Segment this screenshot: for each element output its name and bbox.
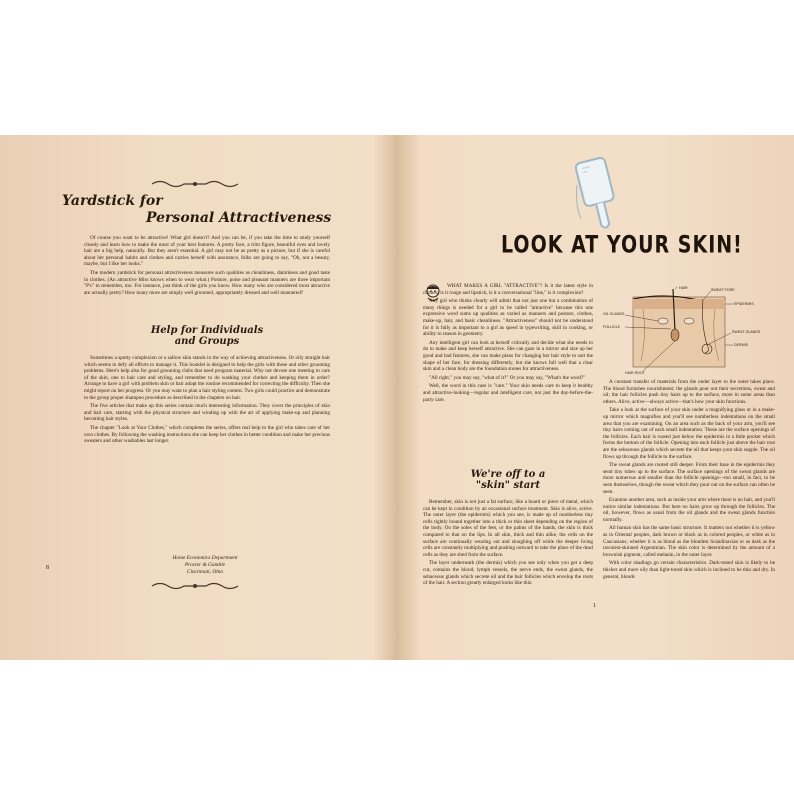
- col1-paragraph: Any intelligent girl can look at herself critically and decide what she needs to do to make and keep herself attractive. She can gaze in a mirror and size up her good and bad features, she can make plans for changing her hair style to suit the shape of her face, for dressing differently, but she knows full well that a clear skin and a clean body are the foundation stones for attractiveness.: [423, 339, 593, 373]
- help-subhead-line1: Help for Individuals: [150, 325, 264, 336]
- label-sweat-pore: SWEAT PORE: [711, 288, 735, 292]
- help-paragraph: The chapter "Look at Your Clothes," which completes the series, offers real help to the girl who takes care of her own clothes. By following the washing instructions she can keep her clothes in better condition and make her precious sweaters and other washables last longer.: [84, 424, 330, 445]
- skin-subhead: [423, 469, 593, 491]
- label-sweat-glands: SWEAT GLANDS: [732, 330, 761, 334]
- help-text: [84, 355, 330, 447]
- sig-department: Home Economics Department: [172, 555, 238, 561]
- col2-paragraph: Take a look at the surface of your skin under a magnifying glass or in a make-up mirror which magnifies and you'll see numberless indentations on the small area that you are examining. On an area such as the back of your arm, you'll see tiny hairs coming out of each small indentation. These are the surface openings of the follicles. Each hair is rooted just below the epidermis in a little pocket which forms the bottom of the follicle. Opening into each follicle just above the hair root are the sebaceous glands which secrete the oil that keeps your skin supple. The oil flows up through the follicle to the surface.: [603, 407, 775, 460]
- bottom-flourish-icon: [150, 581, 240, 591]
- booklet-spread: [0, 135, 794, 660]
- col1-paragraph: WHAT MAKES A GIRL "ATTRACTIVE"? Is it the latest style in clothes, is it rouge and lipstick, is it a conversational "line," is it complexion?: [423, 283, 593, 296]
- skin-subhead-line1: We're off to a: [470, 469, 546, 480]
- col1-paragraph: "All right," you may say, "what of it?" Or you may say, "What's the word?": [429, 374, 586, 381]
- label-dermis: DERMIS: [734, 343, 748, 347]
- right-col1-text2: [423, 499, 593, 589]
- left-title-line2: Personal Attractiveness: [146, 210, 332, 226]
- col2-paragraph: A constant transfer of materials from the under layer to the outer takes place. The blood furnishes nourishment; the glands pour out their secretions, sweat and oil; the hair follicles push tiny hairs up to the surface, more in some areas than others. Alive, active—always active—that's how your skin functions.: [603, 379, 775, 405]
- label-hair: HAIR: [679, 286, 688, 290]
- help-subhead-line2: and Groups: [174, 336, 240, 347]
- label-follicle: FOLLICLE: [603, 325, 620, 329]
- intro-paragraph: The modern yardstick for personal attractiveness measures such qualities as cleanliness, daintiness and good taste in clothes. (An attractive Miss knows when to wear what.) Posture, poise and pleasant manners are three important "P's" to remember, too. For instance, just think of the girls you know. How many who are considered most attractive are actually pretty? How many more are simply well groomed, appropriately dressed and well mannered?: [84, 269, 330, 296]
- right-headline: LOOK AT YOUR SKIN!: [501, 231, 743, 259]
- col2-paragraph: The sweat glands are rooted still deeper. From their base in the epidermis they send tiny tubes up to the surface. The surface openings of the sweat glands are more numerous and smaller than the follicle openings—too small, in fact, to be seen themselves, though the sweat which they pour out on the surface can often be seen.: [603, 462, 775, 495]
- help-paragraph: Sometimes a spotty complexion or a sallow skin stands in the way of achieving attractiveness. Or oily straight hair which seems to defy all efforts to manage it. This booklet is designed to help the girls with these and other grooming problems. Here's help also for good grooming clubs that need program material. Why not devote one meeting to care of the skin, one to hair care and styling, and remember to do washing your clothes and keeping them in order? Arrange to have a girl with problem skin or hair adopt the routine recommended for correcting the difficulty. Then she might report on her progress. Or you may want to plan a hair styling contest. Two girls could practice and demonstrate to the group proper shampoo procedure as described in the chapters on hair.: [84, 355, 330, 401]
- label-epidermis: EPIDERMIS: [734, 302, 754, 306]
- sig-city: Cincinnati, Ohio: [186, 569, 224, 575]
- col1-paragraph: Remember, skin is not just a fat surface, like a board or piece of metal, which can be kept in condition by an occasional surface treatment. Skin is alive, active. The outer layer (the epidermis) which you see, is made up of numberless tiny cells tightly bound together into a thick or thin sheet depending on the region of the body. On the soles of the feet, or the palms of the hands, the skin is thick compared to that on the lips. In all skin, thick and thin alike, the cells on the surface are continually wearing out and sloughing off while the deeper living cells are constantly multiplying and pushing outward to take the place of the dead cells as they are shed from the surface.: [423, 499, 593, 558]
- col1-paragraph: Any girl who thinks clearly will admit that not just one but a combination of many things is needed for a girl to be called "attractive" because this one expressive word sums up qualities as varied as manners and posture, clothes, make-up, hair, and basic cleanliness. "Attractiveness" should not be understood for it is fully as important to a girl as speed in typewriting, skill in cooking, or ability to reason in geometry.: [423, 298, 593, 338]
- left-title-line1: Yardstick for: [62, 193, 163, 209]
- col2-paragraph: Examine another area, such as inside your arm where there is no hair, and you'll notice similar indentations. But here no hairs grow up through the follicles. The oil, however, flows as usual from the oil glands and the sweat glands function normally.: [603, 497, 775, 523]
- right-page-number: 1: [593, 603, 596, 609]
- hand-mirror-icon: [575, 155, 625, 237]
- col2-paragraph: With color shadings go certain characteristics. Dark-toned skin is likely to be thicker and more oily than light-toned skin which is inclined to be thin and dry. In general, blonds: [603, 560, 775, 580]
- skin-cross-section-diagram: [603, 285, 775, 375]
- left-page-number: 8: [46, 565, 49, 571]
- signature-block: [150, 555, 260, 576]
- label-oil-glands: OIL GLANDS: [603, 312, 625, 316]
- intro-paragraph: Of course you want to be attractive! What girl doesn't? And you can be, if you take the time to study yourself closely and learn how to make the most of your best features. A pretty face, a trim figure, beautiful eyes and lovely hair are a big help, naturally. But they aren't essential. A girl may not be as pretty as a picture, but if she is careful about her personal habits and clothes and carries herself with assurance, folks are going to say, "Oh, not a beauty, maybe, but I like her looks.": [84, 235, 330, 268]
- left-page: [0, 135, 397, 660]
- right-page: [397, 135, 794, 660]
- col2-paragraph: All human skin has the same basic structure. It matters not whether it is yellow as in Oriental peoples, dark brown or black as in colored peoples, or white as in Caucasians; whether it is as blond as the blondest Scandinavian or as dark as the tawniest-skinned Argentinian. The skin color is determined by the amount of a brownish pigment, called melanin, in the outer layer.: [603, 525, 775, 558]
- col1-paragraph: Well, the word in this case is "care." Your skin needs care to keep it healthy and attractive-looking—regular and intelligent care, not just the day-before-the-party care.: [423, 383, 593, 403]
- right-col1-text: [423, 283, 593, 405]
- skin-subhead-line2: "skin" start: [475, 480, 541, 491]
- right-col2-text: [603, 379, 775, 582]
- col1-paragraph: The layer underneath (the dermis) which you see only when you get a deep cut, contains the blood, lymph vessels, the nerve ends, the sweat glands, the sebaceous glands which secrete oil and the hair follicles which envelop the roots of the hair. A section greatly enlarged looks like this:: [423, 560, 593, 587]
- sig-company: Procter & Gamble: [184, 562, 226, 568]
- help-subhead: [84, 325, 330, 347]
- label-hair-root: HAIR ROOT: [625, 371, 645, 375]
- intro-text: [84, 235, 330, 298]
- top-flourish-icon: [150, 179, 240, 189]
- help-paragraph: The five articles that make up this series contain much interesting information. They cover the principles of skin and hair care, starting with the physical structure and winding up with the art of applying make-up and planning becoming hair styles.: [84, 403, 330, 423]
